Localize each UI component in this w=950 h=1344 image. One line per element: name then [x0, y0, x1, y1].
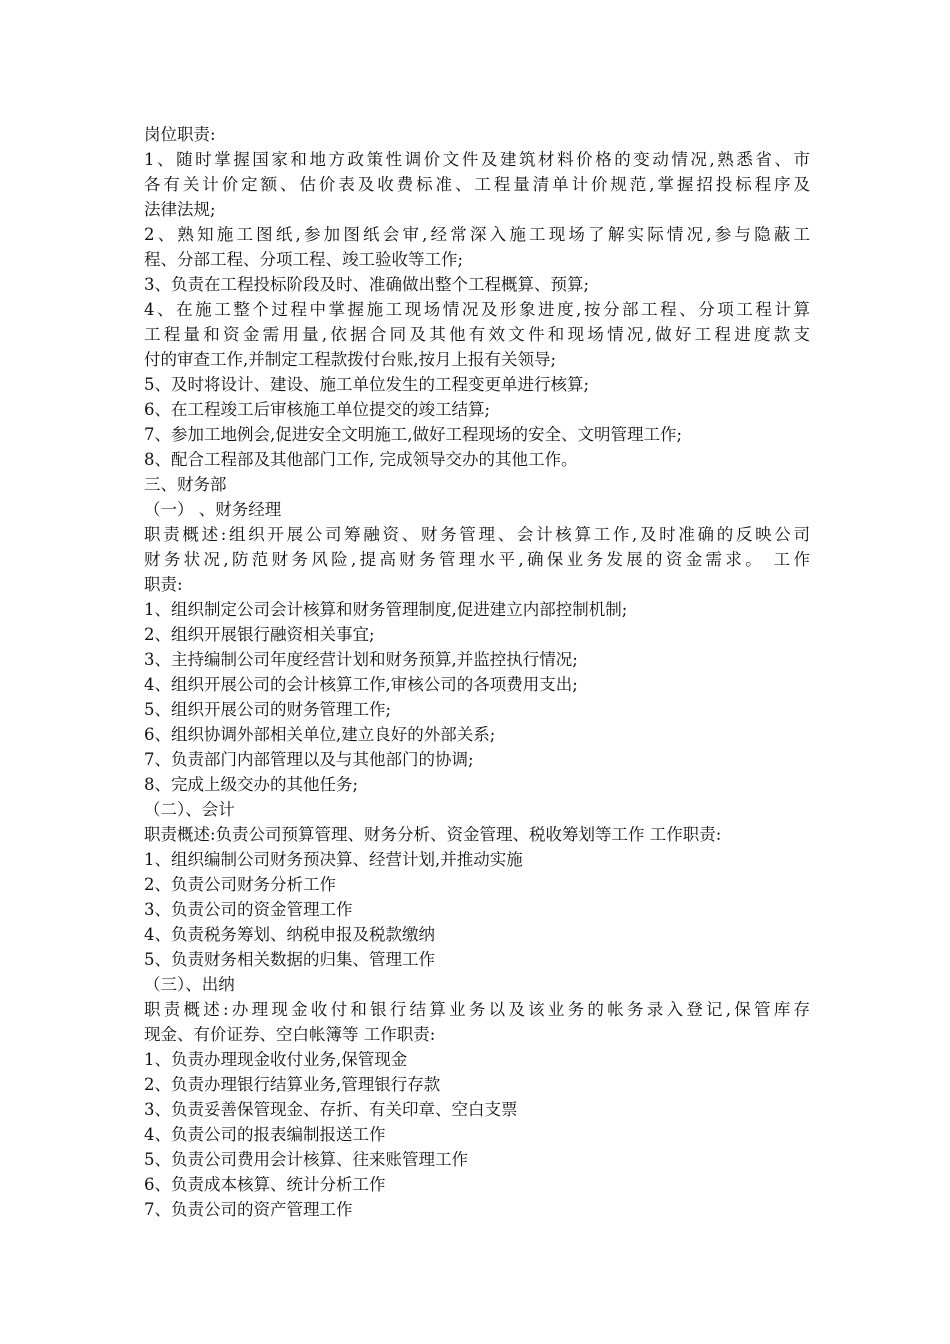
text-line: 4、负责公司的报表编制报送工作	[144, 1125, 386, 1144]
text-line: 4、在施工整个过程中掌握施工现场情况及形象进度,按分部工程、分项工程计算	[144, 300, 810, 319]
text-line: 工程量和资金需用量,依据合同及其他有效文件和现场情况,做好工程进度款支	[144, 325, 810, 344]
text-line: 6、组织协调外部相关单位,建立良好的外部关系;	[144, 725, 496, 744]
text-line: 5、负责公司费用会计核算、往来账管理工作	[144, 1150, 468, 1169]
text-line: 7、负责公司的资产管理工作	[144, 1200, 353, 1219]
text-line: 职责概述:办理现金收付和银行结算业务以及该业务的帐务录入登记,保管库存	[144, 1000, 810, 1019]
text-line: （一） 、财务经理	[144, 500, 282, 519]
text-line: 财务状况,防范财务风险,提高财务管理水平,确保业务发展的资金需求。 工作	[144, 550, 810, 569]
text-line: 程、分部工程、分项工程、竣工验收等工作;	[144, 250, 464, 269]
text-line: 4、负责税务筹划、纳税申报及税款缴纳	[144, 925, 435, 944]
text-line: 2、组织开展银行融资相关事宜;	[144, 625, 375, 644]
text-line: 职责概述:负责公司预算管理、财务分析、资金管理、税收筹划等工作 工作职责:	[144, 825, 722, 844]
text-line: 2、熟知施工图纸,参加图纸会审,经常深入施工现场了解实际情况,参与隐蔽工	[144, 225, 810, 244]
text-line: 付的审查工作,并制定工程款拨付台账,按月上报有关领导;	[144, 350, 557, 369]
text-line: 3、负责妥善保管现金、存折、有关印章、空白支票	[144, 1100, 518, 1119]
text-line: 三、财务部	[144, 475, 227, 494]
text-line: 岗位职责:	[144, 125, 216, 144]
text-line: （二）、会计	[144, 800, 235, 819]
text-line: 8、配合工程部及其他部门工作, 完成领导交办的其他工作。	[144, 450, 578, 469]
text-line: 4、组织开展公司的会计核算工作,审核公司的各项费用支出;	[144, 675, 578, 694]
text-line: 职责:	[144, 575, 183, 594]
text-line: 法律法规;	[144, 200, 216, 219]
text-line: （三）、出纳	[144, 975, 235, 994]
text-line: 3、负责公司的资金管理工作	[144, 900, 353, 919]
text-line: 1、随时掌握国家和地方政策性调价文件及建筑材料价格的变动情况,熟悉省、市	[144, 150, 810, 169]
document-body	[144, 122, 810, 1222]
text-line: 各有关计价定额、估价表及收费标准、工程量清单计价规范,掌握招投标程序及	[144, 175, 810, 194]
text-line: 6、在工程竣工后审核施工单位提交的竣工结算;	[144, 400, 491, 419]
text-line: 5、负责财务相关数据的归集、管理工作	[144, 950, 435, 969]
text-line: 3、主持编制公司年度经营计划和财务预算,并监控执行情况;	[144, 650, 578, 669]
text-line: 5、组织开展公司的财务管理工作;	[144, 700, 392, 719]
text-line: 1、组织制定公司会计核算和财务管理制度,促进建立内部控制机制;	[144, 600, 628, 619]
text-line: 2、负责办理银行结算业务,管理银行存款	[144, 1075, 441, 1094]
text-line: 1、组织编制公司财务预决算、经营计划,并推动实施	[144, 850, 523, 869]
text-line: 6、负责成本核算、统计分析工作	[144, 1175, 386, 1194]
text-line: 7、负责部门内部管理以及与其他部门的协调;	[144, 750, 474, 769]
text-line: 5、及时将设计、建设、施工单位发生的工程变更单进行核算;	[144, 375, 590, 394]
text-line: 1、负责办理现金收付业务,保管现金	[144, 1050, 408, 1069]
text-line: 3、负责在工程投标阶段及时、准确做出整个工程概算、预算;	[144, 275, 590, 294]
text-line: 7、参加工地例会,促进安全文明施工,做好工程现场的安全、文明管理工作;	[144, 425, 683, 444]
text-line: 职责概述:组织开展公司筹融资、财务管理、会计核算工作,及时准确的反映公司	[144, 525, 810, 544]
text-line: 现金、有价证券、空白帐簿等 工作职责:	[144, 1025, 436, 1044]
text-line: 2、负责公司财务分析工作	[144, 875, 336, 894]
text-line: 8、完成上级交办的其他任务;	[144, 775, 359, 794]
